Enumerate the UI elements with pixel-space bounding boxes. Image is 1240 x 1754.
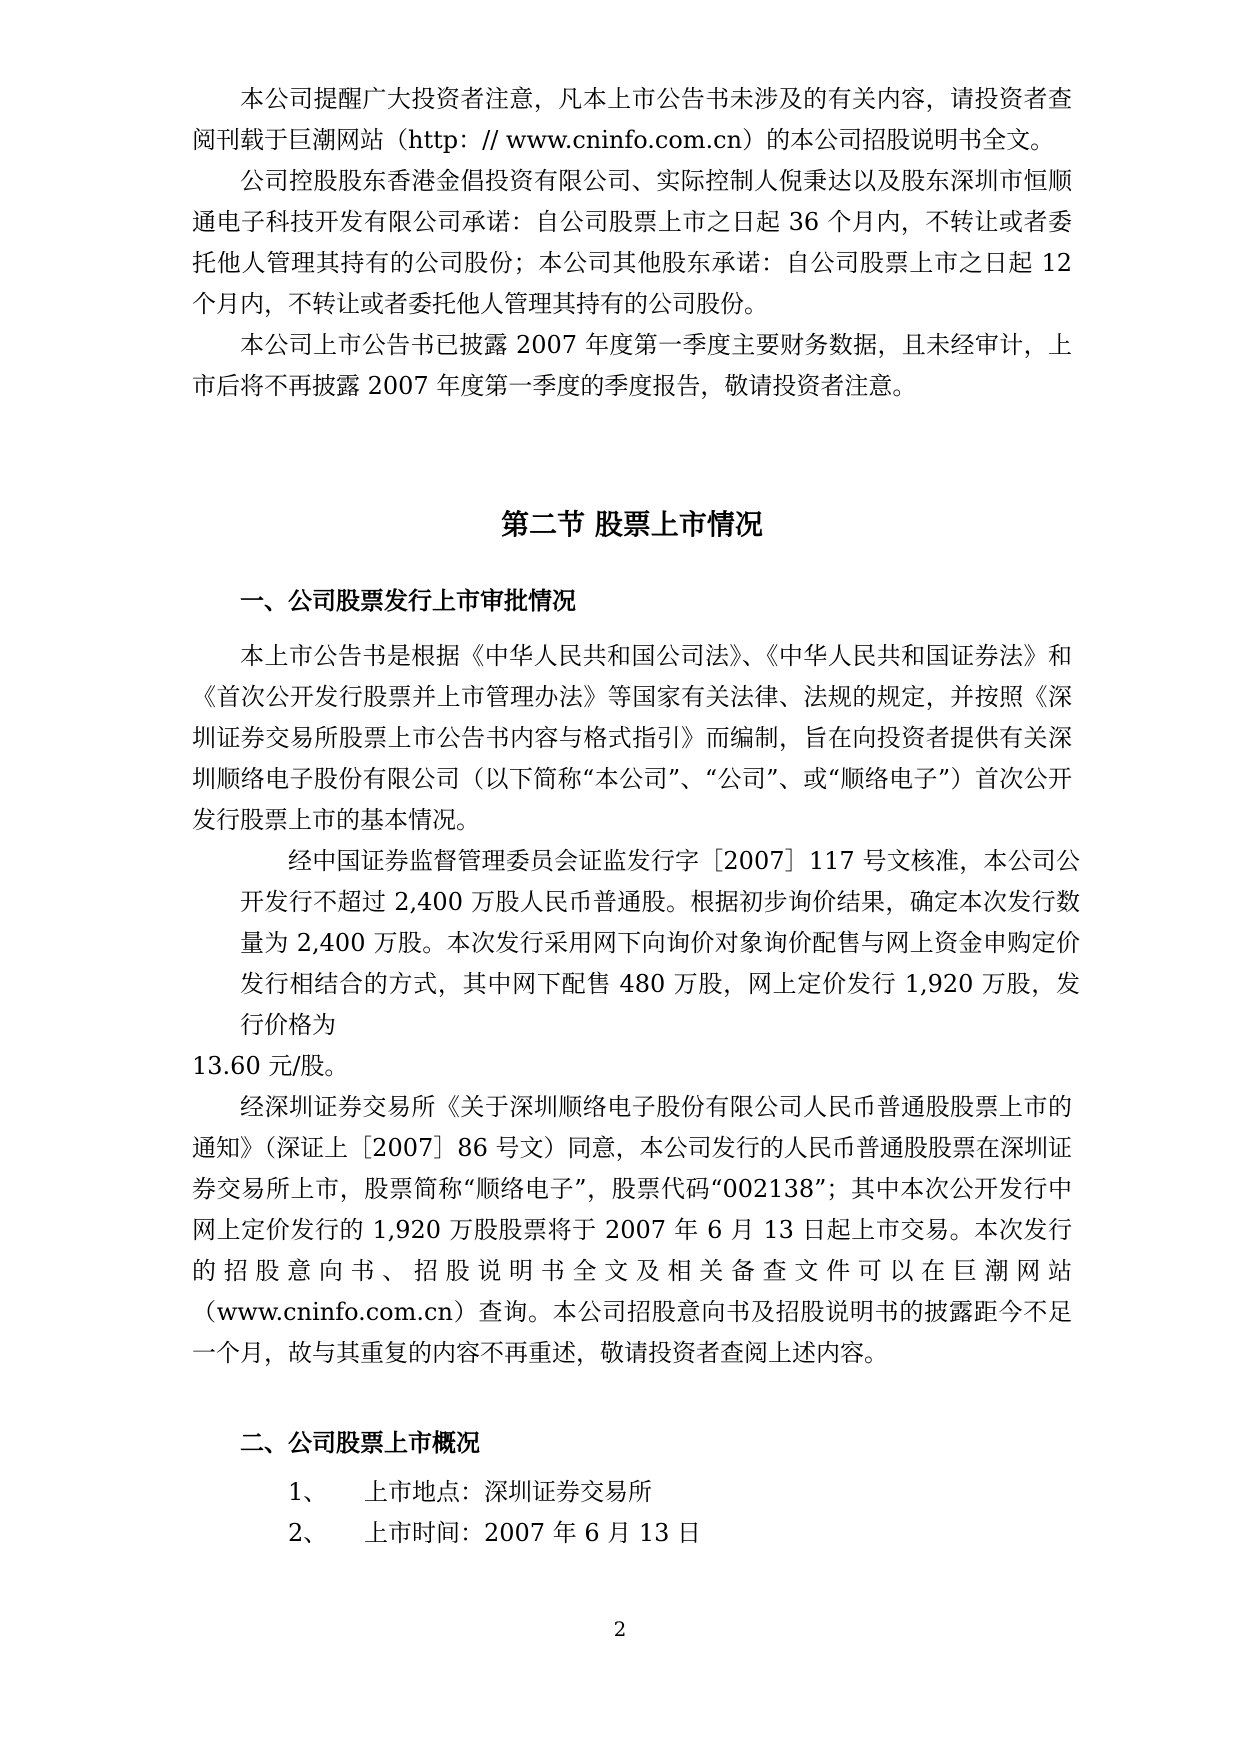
- list-item: [288, 1513, 701, 1554]
- part1-price-line: 13.60 元/股。: [192, 1052, 349, 1080]
- list-item-number: 2、: [288, 1519, 328, 1547]
- part1-heading: 一、公司股票发行上市审批情况: [240, 587, 576, 615]
- part2-heading: 二、公司股票上市概况: [240, 1429, 480, 1457]
- list-item-text: 上市地点：深圳证券交易所: [364, 1478, 652, 1506]
- page-number: 2: [613, 1617, 627, 1641]
- list-item-number: 1、: [288, 1478, 328, 1506]
- intro-paragraph-1: 本公司提醒广大投资者注意，凡本上市公告书未涉及的有关内容，请投资者查阅刊载于巨潮网站（http：// www.cninfo.com.cn）的本公司招股说明书全文。: [192, 85, 1072, 154]
- section-title: 第二节 股票上市情况: [501, 508, 763, 541]
- part1-paragraph-1: 本上市公告书是根据《中华人民共和国公司法》、《中华人民共和国证券法》和《首次公开发行股票并上市管理办法》等国家有关法律、法规的规定，并按照《深圳证券交易所股票上市公告书内容与格式指引》而编制，旨在向投资者提供有关深圳顺络电子股份有限公司（以下简称“本公司”、“公司”、或“顺络电子”）首次公开发行股票上市的基本情况。: [192, 642, 1072, 834]
- intro-paragraph-2: 公司控股股东香港金倡投资有限公司、实际控制人倪秉达以及股东深圳市恒顺通电子科技开发有限公司承诺：自公司股票上市之日起 36 个月内，不转让或者委托他人管理其持有的公司股份；本公司其他股东承诺：自公司股票上市之日起 12 个月内，不转让或者委托他人管理其持有的公司股份。: [192, 167, 1072, 318]
- part1-paragraph-3: 经深圳证券交易所《关于深圳顺络电子股份有限公司人民币普通股股票上市的通知》（深证上［2007］86 号文）同意，本公司发行的人民币普通股股票在深圳证券交易所上市，股票简称“顺络电子”，股票代码“002138”；其中本次公开发行中网上定价发行的 1,920 万股股票将于 2007 年 6 月 13 日起上市交易。本次发行的招股意向书、招股说明书全文及相关备查文件可以在巨潮网站（www.cninfo.com.cn）查询。本公司招股意向书及招股说明书的披露距今不足一个月，故与其重复的内容不再重述，敬请投资者查阅上述内容。: [192, 1093, 1072, 1367]
- intro-paragraph-3: 本公司上市公告书已披露 2007 年度第一季度主要财务数据，且未经审计，上市后将不再披露 2007 年度第一季度的季度报告，敬请投资者注意。: [192, 331, 1072, 400]
- list-item-text: 上市时间：2007 年 6 月 13 日: [364, 1519, 702, 1547]
- list-item: [288, 1472, 652, 1513]
- part1-paragraph-2: 经中国证券监督管理委员会证监发行字［2007］117 号文核准，本公司公开发行不超过 2,400 万股人民币普通股。根据初步询价结果，确定本次发行数量为 2,400 万股。本次发行采用网下向询价对象询价配售与网上资金申购定价发行相结合的方式，其中网下配售 480 万股，网上定价发行 1,920 万股，发行价格为: [240, 847, 1080, 1039]
